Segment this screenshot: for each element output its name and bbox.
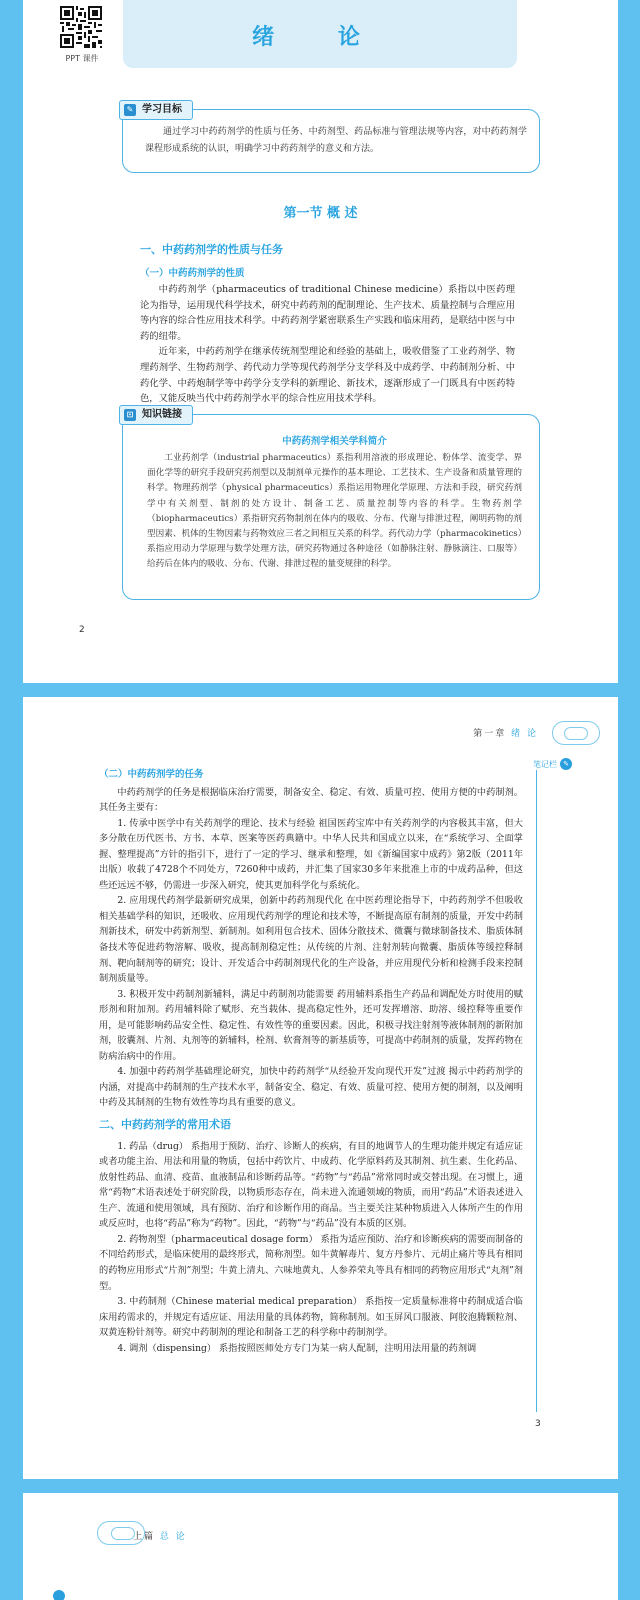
paragraph: 中药药剂学（pharmaceutics of traditional Chinese medicine）系指以中医药理论为指导，运用现代科学技术，研究中药药剂的配制理论、生产技术、质量控制与合理应用等内容的综合性应用技术科学。中药药剂学紧密联系生产实践和临床用药，是联结中医与中药的纽带。 xyxy=(140,284,515,342)
page-2 xyxy=(23,0,618,683)
running-head-title: 总 论 xyxy=(159,1532,187,1542)
cloud-ornament-icon xyxy=(548,717,608,747)
paragraph: 1. 药品（drug） 系指用于预防、治疗、诊断人的疾病，有目的地调节人的生理功能并规定有适应证或者功能主治、用法和用量的物质，包括中药饮片、中成药、化学原料药及其制剂、抗生素、生化药品、放射性药品、血清、疫苗、血液制品和诊断药品等。“药物”与“药品”常常同时或交替出现。在习惯上，通常“药物”术语表述处于研究阶段，以物质形态存在，尚未进入流通领域的物质，而用“药品”术语表述进入生产、流通和使用领域，具有预防、治疗和诊断作用的商品。当主要关注某种物质进入人体所产生的作用或反应时，也将“药品”称为“药物”。因此，“药物”与“药品”没有本质的区别。 xyxy=(99,1140,523,1230)
heading-terms: 二、中药药剂学的常用术语 xyxy=(99,1118,231,1132)
learning-objectives-box xyxy=(122,104,540,173)
running-head-part: 上篇 xyxy=(133,1532,156,1542)
qr-code-icon[interactable] xyxy=(60,6,102,48)
running-head-title: 绪 论 xyxy=(511,729,538,739)
running-head xyxy=(133,1529,187,1542)
knowledge-link-label: 知识链接 xyxy=(142,409,182,420)
heading-nature: （一）中药药剂学的性质 xyxy=(140,268,245,279)
paragraph: 4. 调剂（dispensing） 系指按照医师处方专门为某一病人配制，注明用法用量的药剂调 xyxy=(117,1342,477,1354)
paragraph: 3. 积极开发中药制剂新辅料，满足中药制剂功能需要 药用辅料系指生产药品和调配处方时使用的赋形剂和附加剂。药用辅料除了赋形、充当载体、提高稳定性外，还可发挥增溶、助溶、缓控释等重要作用，是可能影响药品安全性、稳定性、有效性等的重要因素。因此，积极寻找注射剂等液体制剂的新附加剂，胶囊剂、片剂、丸剂等的新辅料，栓剂、软膏剂等的新基质等，可提高中药制剂的质量，发挥药物在防病治病中的作用。 xyxy=(99,988,523,1062)
page-3 xyxy=(23,697,618,1479)
running-head-chapter: 第一章 xyxy=(473,729,507,739)
page-number: 3 xyxy=(535,1419,541,1429)
page-4-partial xyxy=(23,1493,618,1600)
notes-column-line xyxy=(536,762,537,1412)
heading-tasks: （二）中药药剂学的任务 xyxy=(99,769,204,780)
body-text-nature xyxy=(140,282,515,407)
body-text-tasks xyxy=(99,767,523,1356)
paragraph: 中药药剂学的任务是根据临床治疗需要，制备安全、稳定、有效、质量可控、使用方便的中药制剂。其任务主要有： xyxy=(99,786,523,814)
learning-objectives-tag xyxy=(119,100,193,120)
paragraph: 近年来，中药药剂学在继承传统剂型理论和经验的基础上，吸收借鉴了工业药剂学、物理药剂学、生物药剂学、药代动力学等现代药剂学分支学科及中成药学、中药制剂分析、中药化学、中药炮制学等中药学分支学科的新理论、新技术，逐渐形成了一门既具有中医药特色，又能反映当代中药药剂学水平的综合性应用技术学科。 xyxy=(140,346,515,405)
section-title: 第一节 概 述 xyxy=(283,206,358,221)
chapter-title-band xyxy=(123,0,517,68)
link-icon: ⊡ xyxy=(124,409,136,421)
paragraph: 2. 药物剂型（pharmaceutical dosage form） 系指为适应预防、治疗和诊断疾病的需要而制备的不同给药形式，是临床使用的最终形式，简称剂型。如牛黄解毒片、复方丹参片、元胡止痛片等具有相同的药物应用形式“片剂”剂型；牛黄上清丸、六味地黄丸、人参养荣丸等具有相同的药物应用形式“丸剂”剂型。 xyxy=(99,1233,523,1292)
page-number: 2 xyxy=(79,625,85,635)
notes-icon: ✎ xyxy=(560,758,572,770)
knowledge-link-text: 工业药剂学（industrial pharmaceutics）系指利用溶液的形成理论、粉体学、流变学、界面化学等的研究手段研究药剂型以及制剂单元操作的基本理论、工艺技术、生产设备和质量管理的科学。物理药剂学（physical pharmaceutics）系指运用物理化学原理、方法和手段，研究药剂学中有关剂型、制剂的处方设计、制备工艺、质量控制等内容的科学。生物药剂学（biopharmaceutics）系指研究药物制剂在体内的吸收、分布、代谢与排泄过程，阐明药物的剂型因素、机体的生物因素与药物效应三者之间相互关系的科学。药代动力学（pharmacokinetics）系指应用动力学原理与数学处理方法，研究药物通过各种途径（如静脉注射、静脉滴注、口服等）给药后在体内的吸收、分布、代谢、排泄过程的量变规律的科学。 xyxy=(147,453,522,570)
heading-nature-and-tasks: 一、中药药剂学的性质与任务 xyxy=(140,243,283,256)
notes-column-label: 笔记栏 xyxy=(533,760,557,769)
learning-objectives-label: 学习目标 xyxy=(142,104,182,115)
pen-icon: ✎ xyxy=(124,104,136,116)
knowledge-link-tag xyxy=(119,405,193,425)
notes-icon xyxy=(53,1590,65,1600)
paragraph: 2. 应用现代药剂学最新研究成果，创新中药药剂现代化 在中医药理论指导下，中药药剂学不但吸收相关基础学科的知识，还吸收、应用现代药剂学的理论和技术等，不断提高原有制剂的质量，开发中药制剂新技术，研发中药新剂型、新制剂。如利用包合技术、固体分散技术、微囊与微球制备技术、脂质体制备技术等促进药物溶解、吸收，提高制剂稳定性；从传统的片剂、注射剂转向微囊、脂质体等缓控释制剂、靶向制剂等的研究；设计、开发适合中药制剂现代化的生产设备，并应用现代分析和检测手段来控制制剂质量等。 xyxy=(99,895,523,985)
paragraph: 1. 传承中医学中有关药剂学的理论、技术与经验 祖国医药宝库中有关药剂学的内容极其丰富，但大多分散在历代医书、方书、本草、医案等医药典籍中。中华人民共和国成立以来，在“系统学习、全面掌握、整理提高”方针的指引下，进行了一定的学习、继承和整理，如《新编国家中成药》第2版（2011年出版）收载了4728个不同处方，7260种中成药，并汇集了国家30多年来批准上市的中成药品种，但这些还远远不够，仍需进一步深入研究，使其更加科学化与系统化。 xyxy=(99,817,523,891)
learning-objectives-text: 通过学习中药药剂学的性质与任务、中药剂型、药品标准与管理法规等内容，对中药药剂学课程形成系统的认识，明确学习中药药剂学的意义和方法。 xyxy=(145,127,527,154)
knowledge-link-title: 中药药剂学相关学科简介 xyxy=(282,436,387,447)
chapter-title: 绪 论 xyxy=(252,25,388,50)
running-head xyxy=(473,726,538,739)
paragraph: 4. 加强中药药剂学基础理论研究，加快中药药剂学“从经验开发向现代开发”过渡 揭示中药药剂学的内涵，对提高中药制剂的生产技术水平，制备安全、稳定、有效、质量可控、使用方便的制剂，以及阐明中药及其制剂的生物有效性等均具有重要的意义。 xyxy=(99,1066,523,1109)
ppt-courseware-label[interactable]: PPT 课件 xyxy=(65,54,99,63)
paragraph: 3. 中药制剂（Chinese material medical preparation） 系指按一定质量标准将中药制成适合临床用药需求的，并规定有适应证、用法用量的具体药物，简称制剂。如玉屏风口服液、阿胶泡腾颗粒剂、双黄连粉针剂等。研究中药制剂的理论和制备工艺的科学称中药制剂学。 xyxy=(99,1296,523,1339)
knowledge-link-box xyxy=(122,409,540,600)
